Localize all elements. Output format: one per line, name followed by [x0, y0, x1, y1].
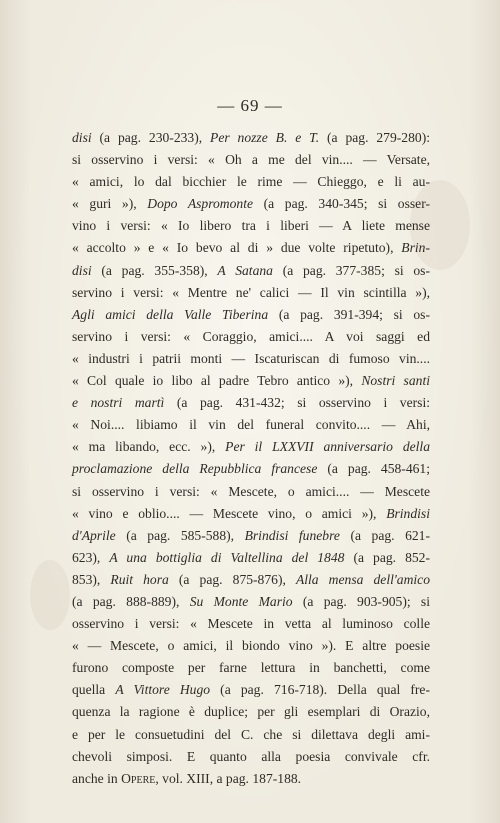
- text-run: (a pag. 903-905); si: [292, 593, 430, 609]
- text-run: « vino e oblio.... — Mescete vino, o amici »),: [72, 505, 387, 521]
- text-run: « ma libando, ecc. »),: [72, 439, 226, 455]
- text-line: [72, 193, 430, 215]
- text-run: chevoli simposi. E quanto alla poesia convivale cfr.: [72, 748, 430, 764]
- text-line: [72, 348, 430, 370]
- text-line: [72, 392, 430, 414]
- text-run: 623),: [72, 549, 110, 565]
- italic-title: disi: [72, 130, 92, 145]
- text-line: [72, 215, 430, 237]
- text-line: [72, 282, 430, 304]
- text-run: (a pag. 852-: [344, 549, 431, 565]
- text-run: (a pag. 391-394; si os-: [268, 306, 430, 322]
- text-line: [72, 701, 430, 723]
- text-run: (a pag. 377-385; si os-: [272, 262, 430, 278]
- italic-title: A Vittore Hugo: [115, 682, 211, 698]
- text-run: si osservino i versi: « Mescete, o amici.... — Mescete: [72, 483, 430, 499]
- small-caps-text: Opere: [121, 770, 156, 786]
- text-line: [72, 746, 430, 768]
- text-line: [72, 326, 430, 348]
- text-line: [72, 569, 430, 591]
- text-line: [72, 260, 430, 282]
- italic-title: d'Aprile: [72, 527, 116, 543]
- text-line: [72, 724, 430, 746]
- text-run: servino i versi: « Mentre ne' calici — Il vin scintilla »),: [72, 284, 430, 300]
- text-line: [72, 370, 430, 392]
- text-run: « Noi.... libiamo il vin del funeral convito.... — Ahi,: [72, 417, 430, 433]
- italic-title: disi: [72, 262, 92, 278]
- text-run: (a pag. 431-432; si osservino i versi:: [164, 395, 430, 411]
- text-run: si osservino i versi: « Oh a me del vin.... — Versate,: [72, 152, 430, 168]
- text-run: servino i versi: « Coraggio, amici.... A voi saggi ed: [72, 328, 430, 344]
- italic-title: A una bottiglia di Valtellina del 1848: [109, 549, 345, 565]
- paper-stain: [30, 560, 70, 630]
- text-run: « — Mescete, o amici, il biondo vino »). E altre poesie: [72, 638, 430, 654]
- text-run: « Col quale io libo al padre Tebro antico »),: [72, 373, 362, 389]
- text-run: , vol. XIII, a pag. 187-188.: [155, 770, 302, 786]
- text-run: furono composte per farne lettura in banchetti, come: [72, 660, 430, 676]
- text-line: [72, 414, 430, 436]
- text-line: [72, 436, 430, 458]
- text-run: vino i versi: « Io libero tra i liberi — A liete mense: [72, 218, 430, 234]
- text-line: [72, 237, 430, 259]
- text-run: (a pag. 355-358),: [91, 262, 218, 278]
- text-line: [72, 679, 430, 701]
- text-line: [72, 149, 430, 171]
- text-line: [72, 657, 430, 679]
- italic-title: Per il LXXVII anniversario della: [225, 439, 430, 455]
- italic-title: Brindisi: [386, 505, 430, 521]
- text-line: [72, 458, 430, 480]
- text-run: (a pag. 230-233),: [91, 130, 211, 145]
- italic-title: Alla mensa dell'amico: [295, 571, 431, 587]
- text-line: [72, 127, 430, 149]
- italic-title: Brindisi funebre: [244, 527, 340, 543]
- text-run: anche in: [72, 770, 122, 786]
- text-run: (a pag. 875-876),: [168, 571, 296, 587]
- text-line: [72, 613, 430, 635]
- text-run: (a pag. 279-280):: [319, 130, 430, 145]
- text-run: 853),: [72, 571, 111, 587]
- text-line: [72, 481, 430, 503]
- italic-title: Dopo Aspromonte: [147, 196, 254, 212]
- italic-title: Agli amici della Valle Tiberina: [72, 306, 269, 322]
- text-line: [72, 635, 430, 657]
- text-run: osservino i versi: « Mescete in vetta al luminoso colle: [72, 616, 430, 632]
- text-run: « guri »),: [72, 196, 148, 212]
- italic-title: Nostri santi: [361, 373, 430, 389]
- italic-title: A Satana: [217, 262, 273, 278]
- italic-title: Brin-: [401, 240, 430, 256]
- text-run: (a pag. 585-588),: [115, 527, 245, 543]
- italic-title: proclamazione della Repubblica francese: [72, 461, 318, 477]
- text-line: [72, 525, 430, 547]
- text-run: « amici, lo dal bicchier le rime — Chieggo, e li au-: [72, 174, 430, 190]
- text-line: [72, 304, 430, 326]
- text-line: [72, 503, 430, 525]
- text-run: (a pag. 458-461;: [317, 461, 430, 477]
- text-run: (a pag. 340-345; si osser-: [253, 196, 430, 212]
- italic-title: Per nozze B. e T.: [210, 130, 320, 145]
- italic-title: Su Monte Mario: [189, 593, 293, 609]
- text-run: « accolto » e « Io bevo al di » due volte ripetuto),: [72, 240, 402, 256]
- italic-title: e nostri martì: [72, 395, 165, 411]
- text-run: quenza la ragione è duplice; per gli esemplari di Orazio,: [72, 704, 430, 720]
- text-run: « industri i patrii monti — Iscaturiscan di fumoso vin....: [72, 350, 430, 366]
- text-run: e per le consuetudini del C. che si dilettava degli ami-: [72, 726, 430, 742]
- page-number: — 69 —: [217, 96, 283, 115]
- text-line: [72, 591, 430, 613]
- text-line: [72, 547, 430, 569]
- text-line: [72, 171, 430, 193]
- text-line: [72, 768, 430, 790]
- text-run: quella: [72, 682, 116, 698]
- text-run: (a pag. 621-: [339, 527, 430, 543]
- text-run: (a pag. 888-889),: [72, 593, 190, 609]
- text-run: (a pag. 716-718). Della qual fre-: [210, 682, 430, 698]
- italic-title: Ruit hora: [110, 571, 169, 587]
- body-text: [72, 127, 430, 790]
